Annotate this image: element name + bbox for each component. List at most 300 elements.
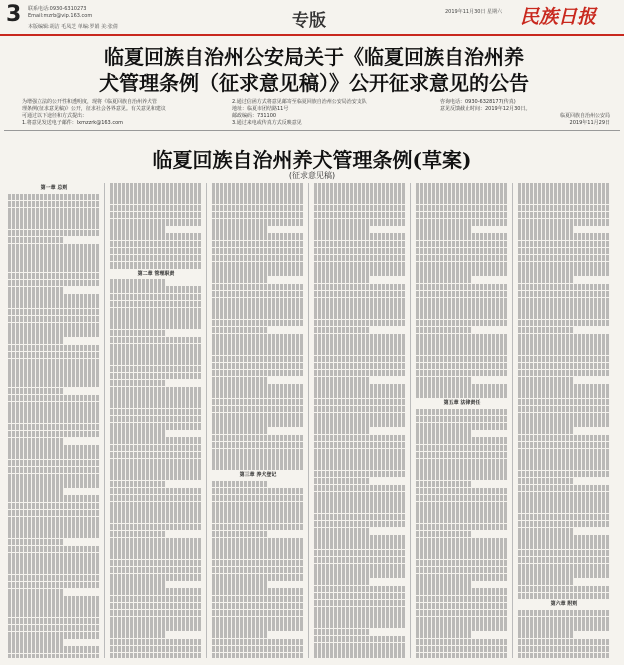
text-line	[518, 348, 610, 355]
column-divider	[512, 183, 513, 658]
text-line	[212, 545, 304, 552]
text-line	[110, 596, 202, 603]
notice-headline-line1: 临夏回族自治州公安局关于《临夏回族自治州养	[104, 45, 524, 69]
text-line	[314, 600, 406, 607]
text-line	[110, 226, 165, 233]
text-line	[314, 506, 406, 513]
text-line	[416, 334, 508, 341]
text-line	[110, 552, 202, 559]
text-line	[8, 416, 100, 423]
text-line	[8, 445, 100, 452]
text-line	[416, 248, 508, 255]
text-line	[212, 406, 304, 413]
text-line	[518, 571, 610, 578]
text-line	[212, 363, 304, 370]
text-line	[8, 330, 100, 337]
text-line	[212, 552, 304, 559]
notice-text: 地址：临夏市团结路11号	[232, 106, 289, 112]
text-line	[212, 320, 304, 327]
text-line	[212, 646, 304, 653]
chapter-heading: 第三章 养犬登记	[239, 471, 277, 478]
text-line	[212, 574, 304, 581]
text-line	[110, 430, 165, 437]
text-line	[212, 391, 304, 398]
text-line	[518, 639, 610, 646]
text-line	[518, 183, 610, 190]
text-line	[518, 610, 610, 617]
text-line	[8, 452, 100, 459]
text-line	[110, 380, 165, 387]
text-line	[212, 197, 304, 204]
section-title: 专版	[292, 11, 326, 31]
text-line	[518, 320, 610, 327]
text-line	[212, 226, 267, 233]
text-line	[518, 617, 610, 624]
text-line	[518, 586, 610, 593]
text-line	[518, 499, 610, 506]
text-line	[518, 377, 573, 384]
text-line	[518, 212, 610, 219]
text-line	[518, 269, 610, 276]
chapter-heading: 第一章 总则	[40, 185, 68, 191]
text-line	[314, 298, 406, 305]
text-line	[110, 358, 202, 365]
text-line	[110, 603, 202, 610]
text-line	[416, 190, 508, 197]
text-line	[110, 337, 202, 344]
law-column-6	[518, 183, 610, 658]
text-line	[416, 567, 508, 574]
notice-text: 咨询电话：0930-6328177(传真)	[440, 99, 516, 105]
text-line	[416, 312, 508, 319]
law-column-2	[110, 183, 202, 658]
text-line	[8, 287, 63, 294]
text-line	[518, 241, 610, 248]
law-column-5	[416, 183, 508, 658]
text-line	[416, 603, 508, 610]
text-line	[518, 521, 610, 528]
text-line	[416, 430, 471, 437]
text-line	[314, 478, 369, 485]
text-line	[416, 459, 508, 466]
page-number: 3	[6, 2, 22, 27]
notice-column-3	[440, 99, 610, 127]
text-line	[416, 588, 508, 595]
text-line	[110, 560, 202, 567]
text-line	[212, 610, 304, 617]
column-divider	[104, 183, 105, 658]
text-line	[212, 305, 304, 312]
text-line	[8, 531, 100, 538]
text-line	[110, 495, 202, 502]
text-line	[110, 617, 202, 624]
text-line	[212, 463, 304, 470]
text-line	[8, 201, 100, 208]
text-line	[314, 190, 406, 197]
text-line	[8, 380, 100, 387]
text-line	[314, 269, 406, 276]
text-line	[518, 276, 573, 283]
text-line	[110, 624, 202, 631]
text-line	[416, 183, 508, 190]
text-line	[8, 575, 100, 582]
text-line	[314, 607, 406, 614]
text-line	[110, 197, 202, 204]
text-line	[8, 589, 63, 596]
text-line	[110, 248, 202, 255]
text-line	[212, 399, 304, 406]
divider	[4, 130, 620, 131]
text-line	[416, 473, 508, 480]
text-line	[314, 391, 406, 398]
text-line	[314, 276, 369, 283]
text-line	[416, 219, 508, 226]
text-line	[110, 233, 202, 240]
text-line	[518, 478, 573, 485]
text-line	[8, 603, 100, 610]
text-line	[518, 363, 610, 370]
text-line	[416, 524, 508, 531]
text-line	[314, 197, 406, 204]
text-line	[212, 190, 304, 197]
notice-text: 2.通过信函方式将意见邮寄至临夏回族自治州公安局治安支队	[232, 99, 367, 105]
text-line	[212, 356, 304, 363]
text-line	[110, 366, 202, 373]
text-line	[518, 399, 610, 406]
notice-column-2	[232, 99, 422, 127]
text-line	[8, 215, 100, 222]
text-line	[518, 284, 610, 291]
text-line	[110, 466, 202, 473]
text-line	[518, 420, 610, 427]
text-line	[8, 596, 100, 603]
text-line	[314, 542, 406, 549]
text-line	[518, 298, 610, 305]
text-line	[416, 452, 508, 459]
text-line	[416, 269, 508, 276]
text-line	[8, 323, 100, 330]
text-line	[518, 341, 610, 348]
text-line	[518, 449, 610, 456]
text-line	[416, 298, 508, 305]
text-line	[212, 262, 304, 269]
text-line	[8, 560, 100, 567]
text-line	[314, 420, 406, 427]
text-line	[518, 370, 610, 377]
text-line	[416, 639, 508, 646]
text-line	[518, 334, 610, 341]
text-line	[8, 582, 100, 589]
text-line	[518, 384, 610, 391]
text-line	[110, 481, 165, 488]
text-line	[416, 284, 508, 291]
text-line	[314, 621, 406, 628]
text-line	[212, 588, 304, 595]
text-line	[110, 351, 202, 358]
text-line	[518, 653, 610, 658]
text-line	[314, 657, 406, 658]
text-line	[518, 646, 610, 653]
text-line	[8, 280, 100, 287]
text-line	[416, 348, 508, 355]
text-line	[314, 485, 406, 492]
law-subtitle: (征求意见稿)	[288, 171, 336, 180]
text-line	[110, 610, 202, 617]
text-line	[416, 581, 471, 588]
text-line	[416, 445, 508, 452]
text-line	[8, 610, 100, 617]
text-line	[314, 341, 406, 348]
text-line	[212, 212, 304, 219]
chapter-heading: 第六章 附则	[550, 601, 578, 608]
text-line	[518, 542, 610, 549]
text-line	[518, 624, 610, 631]
text-line	[110, 639, 202, 646]
text-line	[212, 481, 267, 488]
text-line	[518, 233, 610, 240]
text-line	[8, 510, 100, 517]
text-line	[110, 581, 165, 588]
text-line	[314, 248, 406, 255]
text-line	[416, 466, 508, 473]
text-line	[8, 258, 100, 265]
text-line	[416, 488, 508, 495]
text-line	[110, 452, 202, 459]
text-line	[212, 603, 304, 610]
text-line	[8, 567, 100, 574]
law-column-3	[212, 183, 304, 658]
text-line	[518, 442, 610, 449]
text-line	[314, 255, 406, 262]
text-line	[110, 183, 202, 190]
text-line	[518, 427, 573, 434]
text-line	[314, 320, 406, 327]
text-line	[518, 456, 610, 463]
text-line	[314, 571, 406, 578]
notice-date: 2019年11月29日	[569, 120, 610, 126]
text-line	[416, 624, 508, 631]
text-line	[8, 301, 100, 308]
text-line	[314, 183, 406, 190]
text-line	[110, 423, 202, 430]
text-line	[110, 531, 165, 538]
text-line	[212, 449, 304, 456]
chapter-heading: 第五章 法律责任	[443, 400, 481, 407]
notice-text: 可通过以下途径和方式提出：	[22, 113, 88, 119]
text-line	[314, 312, 406, 319]
text-line	[212, 420, 304, 427]
text-line	[110, 488, 202, 495]
text-line	[212, 502, 304, 509]
text-line	[212, 334, 304, 341]
text-line	[416, 233, 508, 240]
text-line	[416, 516, 508, 523]
law-title: 临夏回族自治州养犬管理条例(草案)	[152, 148, 472, 172]
text-line	[314, 413, 406, 420]
text-line	[314, 356, 406, 363]
text-line	[416, 276, 471, 283]
text-line	[110, 574, 202, 581]
text-line	[518, 190, 610, 197]
text-line	[518, 219, 610, 226]
text-line	[314, 550, 406, 557]
text-line	[212, 284, 304, 291]
text-line	[212, 631, 267, 638]
law-column-1	[8, 183, 100, 658]
text-line	[416, 538, 508, 545]
text-line	[416, 416, 508, 423]
text-line	[212, 531, 267, 538]
text-line	[8, 460, 100, 467]
text-line	[8, 352, 100, 359]
text-line	[8, 273, 100, 280]
text-line	[416, 631, 471, 638]
text-line	[416, 356, 508, 363]
text-line	[518, 535, 610, 542]
text-line	[110, 567, 202, 574]
text-line	[416, 552, 508, 559]
text-line	[8, 359, 100, 366]
text-line	[314, 614, 406, 621]
text-line	[8, 294, 100, 301]
text-line	[8, 654, 100, 658]
text-line	[8, 194, 100, 201]
text-line	[212, 427, 267, 434]
text-line	[110, 294, 202, 301]
text-line	[110, 416, 202, 423]
column-divider	[410, 183, 411, 658]
text-line	[518, 356, 610, 363]
text-line	[212, 341, 304, 348]
text-line	[110, 387, 202, 394]
text-line	[8, 438, 63, 445]
text-line	[212, 298, 304, 305]
text-line	[8, 222, 100, 229]
text-line	[416, 617, 508, 624]
text-line	[212, 596, 304, 603]
text-line	[416, 226, 471, 233]
text-line	[314, 399, 406, 406]
text-line	[314, 492, 406, 499]
text-line	[212, 442, 304, 449]
text-line	[212, 183, 304, 190]
notice-headline	[24, 44, 604, 96]
text-line	[416, 481, 471, 488]
text-line	[212, 219, 304, 226]
text-line	[518, 550, 610, 557]
text-line	[518, 391, 610, 398]
text-line	[518, 435, 610, 442]
notice-text: 1.将意见发送电子邮件：lxmzzrk@163.com	[22, 120, 124, 126]
text-line	[110, 212, 202, 219]
text-line	[518, 564, 610, 571]
text-line	[518, 593, 610, 600]
text-line	[110, 437, 202, 444]
text-line	[110, 190, 202, 197]
text-line	[314, 593, 406, 600]
text-line	[8, 244, 100, 251]
text-line	[212, 581, 267, 588]
text-line	[8, 539, 63, 546]
text-line	[518, 262, 610, 269]
text-line	[314, 305, 406, 312]
text-line	[314, 427, 369, 434]
text-line	[8, 373, 100, 380]
text-line	[314, 262, 406, 269]
text-line	[212, 348, 304, 355]
text-line	[518, 312, 610, 319]
text-line	[8, 431, 100, 438]
text-line	[8, 395, 100, 402]
text-line	[518, 514, 610, 521]
text-line	[212, 624, 304, 631]
masthead	[0, 0, 624, 36]
text-line	[8, 237, 63, 244]
text-line	[8, 467, 100, 474]
text-line	[212, 384, 304, 391]
text-line	[416, 241, 508, 248]
text-line	[416, 197, 508, 204]
text-line	[518, 291, 610, 298]
text-line	[212, 509, 304, 516]
text-line	[8, 553, 100, 560]
text-line	[314, 629, 369, 636]
text-line	[518, 406, 610, 413]
text-line	[314, 377, 369, 384]
text-line	[314, 463, 406, 470]
text-line	[110, 516, 202, 523]
chapter-heading: 第二章 管理职责	[137, 270, 175, 277]
text-line	[416, 377, 471, 384]
text-line	[212, 560, 304, 567]
text-line	[8, 495, 100, 502]
text-line	[416, 255, 508, 262]
text-line	[8, 517, 100, 524]
text-line	[314, 327, 369, 334]
column-divider	[308, 183, 309, 658]
text-line	[416, 509, 508, 516]
text-line	[518, 248, 610, 255]
text-line	[8, 208, 100, 215]
text-line	[8, 632, 100, 639]
text-line	[416, 320, 508, 327]
text-line	[212, 233, 304, 240]
text-line	[314, 291, 406, 298]
text-line	[314, 471, 406, 478]
text-line	[518, 485, 610, 492]
text-line	[8, 625, 100, 632]
text-line	[416, 384, 508, 391]
text-line	[8, 424, 100, 431]
text-line	[212, 488, 304, 495]
text-line	[314, 650, 406, 657]
text-line	[518, 631, 573, 638]
text-line	[416, 653, 508, 658]
notice-headline-line2: 犬管理条例（征求意见稿）》公开征求意见的公告	[99, 71, 529, 95]
text-line	[314, 521, 406, 528]
text-line	[110, 286, 202, 293]
text-line	[416, 363, 508, 370]
text-line	[212, 248, 304, 255]
text-line	[8, 230, 100, 237]
text-line	[110, 502, 202, 509]
text-line	[416, 370, 508, 377]
text-line	[314, 212, 406, 219]
text-line	[518, 305, 610, 312]
text-line	[110, 373, 202, 380]
text-line	[416, 391, 508, 398]
text-line	[110, 205, 202, 212]
